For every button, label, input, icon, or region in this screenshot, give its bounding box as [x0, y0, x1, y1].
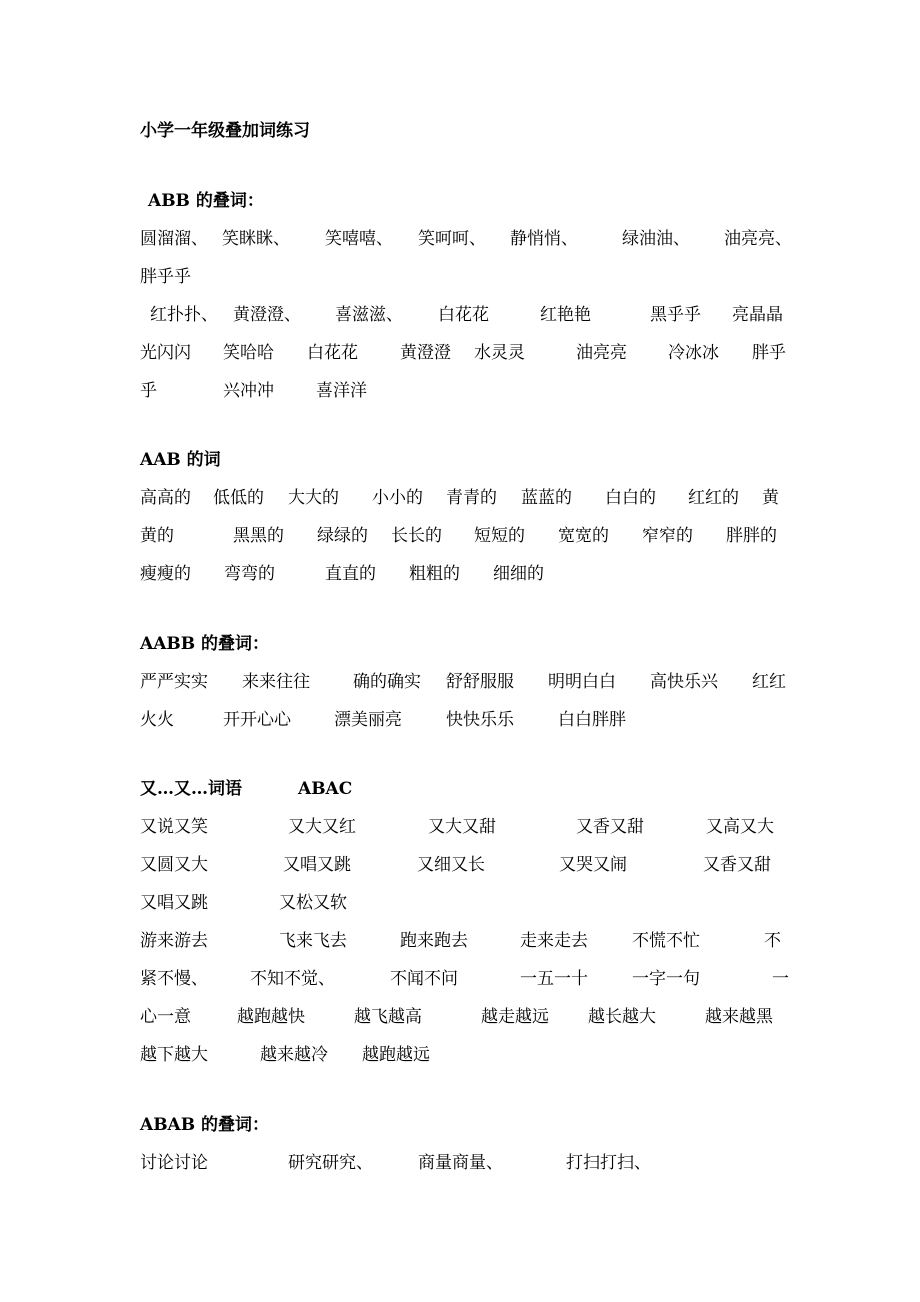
- word: 油亮亮: [576, 343, 627, 363]
- page-title: 小学一年级叠加词练习: [140, 121, 310, 141]
- word: 白白胖胖: [558, 710, 626, 730]
- word: 喜洋洋: [316, 381, 367, 401]
- word: 宽宽的: [558, 526, 609, 546]
- word: 喜滋滋、: [335, 305, 403, 325]
- word: 低低的: [213, 488, 264, 508]
- word: 笑嘻嘻、: [325, 229, 393, 249]
- word: 绿绿的: [317, 526, 368, 546]
- word: 舒舒服服: [446, 672, 514, 692]
- word: 又说又笑: [140, 817, 208, 837]
- word: 不闻不问: [390, 969, 458, 989]
- word: 白花花: [307, 343, 358, 363]
- word: 商量商量、: [418, 1153, 503, 1173]
- word: 亮晶晶: [732, 305, 783, 325]
- word: 青青的: [446, 488, 497, 508]
- word-line: [140, 1042, 790, 1068]
- word: 火火: [140, 710, 174, 730]
- word: 胖胖的: [726, 526, 777, 546]
- word-line: [140, 966, 790, 992]
- word: 飞来飞去: [279, 931, 347, 951]
- word-line: [140, 890, 790, 916]
- word: 明明白白: [548, 672, 616, 692]
- word: 笑哈哈: [223, 343, 274, 363]
- section-heading-you-left: 又…又…词语: [140, 779, 242, 799]
- word: 一五一十: [520, 969, 588, 989]
- word: 开开心心: [223, 710, 291, 730]
- word-line: [140, 707, 790, 733]
- word: 严严实实: [140, 672, 208, 692]
- word: 弯弯的: [224, 564, 275, 584]
- word: 冷冰冰: [668, 343, 719, 363]
- word: 黄的: [140, 526, 174, 546]
- word: 又松又软: [279, 893, 347, 913]
- word: 兴冲冲: [223, 381, 274, 401]
- word: 白花花: [438, 305, 489, 325]
- word: 越来越黑: [705, 1007, 773, 1027]
- word: 红红: [752, 672, 786, 692]
- word: 不慌不忙: [632, 931, 700, 951]
- section-heading-abab: ABAB 的叠词：: [140, 1115, 270, 1135]
- word: 胖乎: [752, 343, 786, 363]
- word: 笑呵呵、: [418, 229, 486, 249]
- word: 黄: [762, 488, 779, 508]
- word: 又细又长: [417, 855, 485, 875]
- word: 又香又甜: [576, 817, 644, 837]
- word-line: [140, 340, 790, 366]
- word: 水灵灵: [474, 343, 525, 363]
- word-line: [140, 264, 790, 290]
- word: 越下越大: [140, 1045, 208, 1065]
- word: 蓝蓝的: [521, 488, 572, 508]
- word: 直直的: [325, 564, 376, 584]
- word: 大大的: [288, 488, 339, 508]
- word: 小小的: [372, 488, 423, 508]
- word: 黄澄澄、: [233, 305, 301, 325]
- word: 瘦瘦的: [140, 564, 191, 584]
- word: 绿油油、: [622, 229, 690, 249]
- word: 跑来跑去: [400, 931, 468, 951]
- word: 讨论讨论: [140, 1153, 208, 1173]
- word: 漂美丽亮: [334, 710, 402, 730]
- word-line: [140, 561, 790, 587]
- word: 越跑越远: [362, 1045, 430, 1065]
- word-line: [140, 485, 790, 511]
- word: 短短的: [474, 526, 525, 546]
- section-heading-abac: ABAC: [298, 779, 353, 799]
- word: 白白的: [605, 488, 656, 508]
- word: 快快乐乐: [446, 710, 514, 730]
- word: 又香又甜: [703, 855, 771, 875]
- word: 又大又甜: [428, 817, 496, 837]
- word-line: [140, 378, 790, 404]
- word-line: [140, 814, 790, 840]
- word: 红扑扑、: [150, 305, 218, 325]
- word: 紧不慢、: [140, 969, 208, 989]
- word: 越跑越快: [237, 1007, 305, 1027]
- word-line: [140, 226, 790, 252]
- section-heading-aabb: AABB 的叠词：: [140, 634, 270, 654]
- word-line: [140, 523, 790, 549]
- word: 又唱又跳: [283, 855, 351, 875]
- word: 笑眯眯、: [222, 229, 290, 249]
- word: 圆溜溜、: [140, 229, 208, 249]
- word: 来来往往: [242, 672, 310, 692]
- word: 不知不觉、: [250, 969, 335, 989]
- word: 胖乎乎: [140, 267, 191, 287]
- word: 高高的: [140, 488, 191, 508]
- word: 游来游去: [140, 931, 208, 951]
- word: 黄澄澄: [400, 343, 451, 363]
- word-line: [140, 302, 790, 328]
- word: 心一意: [140, 1007, 191, 1027]
- word: 长长的: [391, 526, 442, 546]
- word: 又哭又闹: [559, 855, 627, 875]
- word: 研究研究、: [288, 1153, 373, 1173]
- word: 一字一句: [632, 969, 700, 989]
- word: 窄窄的: [642, 526, 693, 546]
- section-heading-you: [140, 776, 790, 802]
- word: 越长越大: [588, 1007, 656, 1027]
- word-line: [140, 669, 790, 695]
- word: 越来越冷: [260, 1045, 328, 1065]
- word: 一: [772, 969, 789, 989]
- word: 油亮亮、: [724, 229, 792, 249]
- word: 细细的: [493, 564, 544, 584]
- word: 粗粗的: [409, 564, 460, 584]
- word-line: [140, 852, 790, 878]
- word: 打扫打扫、: [566, 1153, 651, 1173]
- word-line: [140, 1150, 790, 1176]
- word: 红红的: [688, 488, 739, 508]
- word: 光闪闪: [140, 343, 191, 363]
- section-heading-aab: AAB 的词: [140, 450, 221, 470]
- section-heading-abb: ABB 的叠词：: [148, 191, 264, 211]
- word: 又唱又跳: [140, 893, 208, 913]
- word-line: [140, 1004, 790, 1030]
- word-line: [140, 928, 790, 954]
- word: 又大又红: [288, 817, 356, 837]
- word: 确的确实: [353, 672, 421, 692]
- word: 红艳艳: [540, 305, 591, 325]
- word: 越飞越高: [354, 1007, 422, 1027]
- word: 乎: [140, 381, 157, 401]
- word: 黑乎乎: [650, 305, 701, 325]
- word: 走来走去: [520, 931, 588, 951]
- word: 静悄悄、: [510, 229, 578, 249]
- word: 高快乐兴: [650, 672, 718, 692]
- word: 又高又大: [706, 817, 774, 837]
- word: 黑黑的: [233, 526, 284, 546]
- word: 又圆又大: [140, 855, 208, 875]
- word: 越走越远: [481, 1007, 549, 1027]
- word: 不: [764, 931, 781, 951]
